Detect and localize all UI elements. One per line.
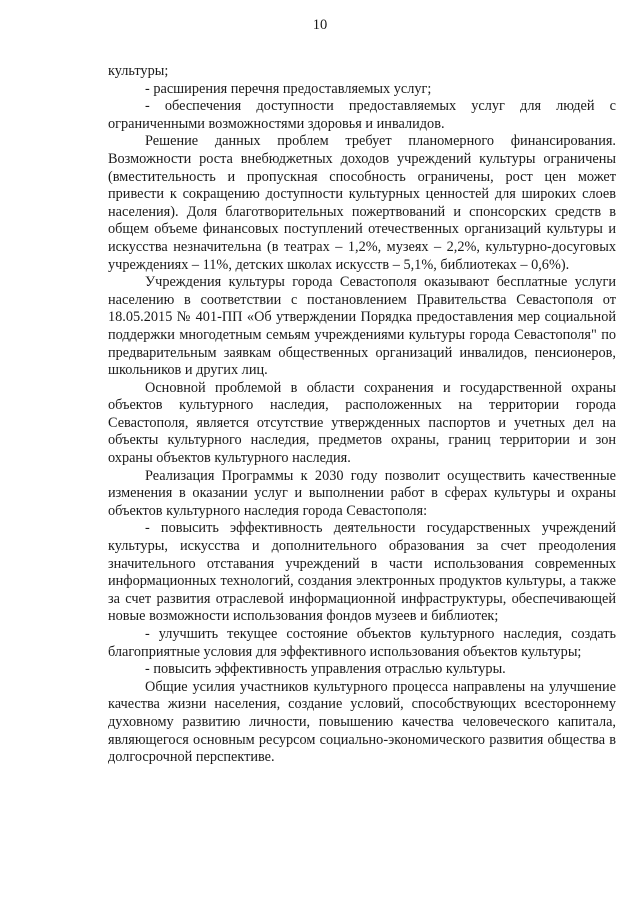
list-item-expand-services: - расширения перечня предоставляемых услуг;	[145, 80, 432, 97]
paragraph-free-services: Учреждения культуры города Севастополя оказывают бесплатные услуги населению в соответствии с постановлением Правительства Севастополя от 18.05.2015 № 401-ПП «Об утверждении Порядка предоставления мер социальной поддержки многодетным семьям учреждениями культуры города Севастополя" по предварительным заявкам общественных организаций инвалидов, пенсионеров, школьников и других лиц.	[108, 274, 616, 379]
paragraph-program-goals: Реализация Программы к 2030 году позволит осуществить качественные изменения в оказании услуг и выполнении работ в сферах культуры и охраны объектов культурного наследия города Севастополя:	[108, 467, 616, 519]
list-item-accessibility: - обеспечения доступности предоставляемых услуг для людей с ограниченными возможностями здоровья и инвалидов.	[108, 98, 616, 132]
paragraph-conclusion: Общие усилия участников культурного процесса направлены на улучшение качества жизни населения, создание условий, способствующих всестороннему духовному развитию личности, повышению качества человеческого капитала, являющегося основным ресурсом социально-экономического развития общества в долгосрочной перспективе.	[108, 678, 616, 766]
list-item-management: - повысить эффективность управления отраслью культуры.	[145, 661, 506, 678]
paragraph-heritage-problem: Основной проблемой в области сохранения и государственной охраны объектов культурного наследия, расположенных на территории города Севастополя, является отсутствие утвержденных паспортов и учетных дел на объекты культурного наследия, предметов охраны, границ территории и зон охраны объектов культурного наследия.	[108, 379, 616, 467]
document-body	[108, 63, 616, 767]
paragraph-financing: Решение данных проблем требует планомерного финансирования. Возможности роста внебюджетных доходов учреждений культуры ограничены (вместительность и пропускная способность ограничены, рост цен может привести к сокращению доступности культурных ценностей для широких слоев населения). Доля благотворительных пожертвований и спонсорских средств в общем объеме финансовых поступлений отечественных организаций культуры и искусства незначительна (в театрах – 1,2%, музеях – 2,2%, культурно-досуговых учреждениях – 11%, детских школах искусств – 5,1%, библиотеках – 0,6%).	[108, 133, 616, 273]
list-item-efficiency: - повысить эффективность деятельности государственных учреждений культуры, искусства и дополнительного образования за счет преодоления значительного отставания учреждений в части использования современных информационных технологий, создания электронных продуктов культуры, а также за счет развития отраслевой информационной инфраструктуры, обеспечивающей новые возможности использования фондов музеев и библиотек;	[108, 520, 616, 625]
paragraph-continuation: культуры;	[108, 63, 169, 79]
page-number: 10	[312, 17, 328, 33]
list-item-heritage-state: - улучшить текущее состояние объектов культурного наследия, создать благоприятные условия для эффективного использования объектов культуры;	[108, 626, 616, 660]
